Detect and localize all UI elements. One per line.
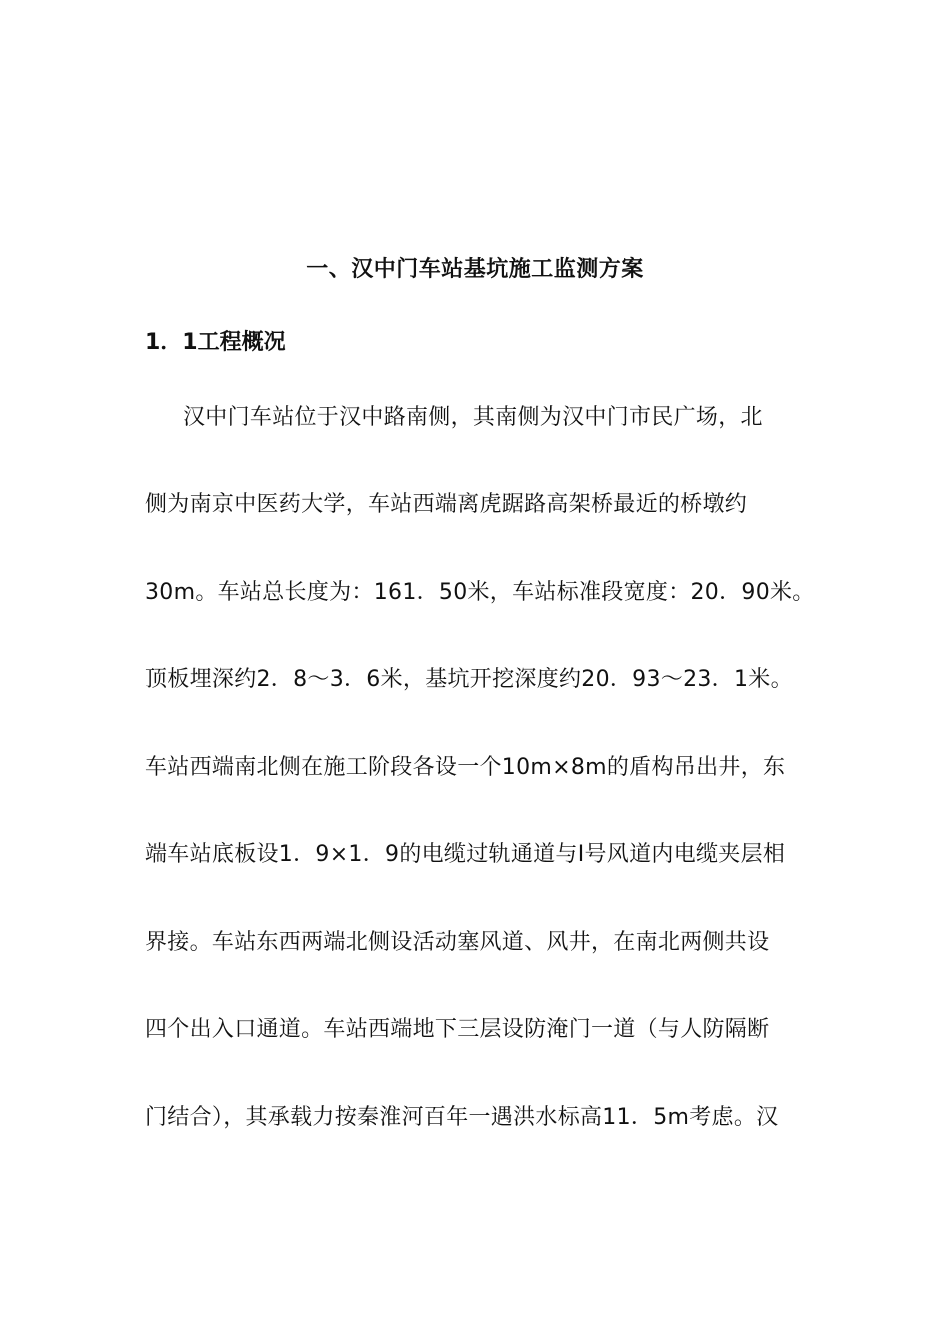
- paragraph-line: 界接。车站东西两端北侧设活动塞风道、风井，在南北两侧共设: [145, 930, 770, 955]
- paragraph-line: 侧为南京中医药大学，车站西端离虎踞路高架桥最近的桥墩约: [145, 492, 748, 517]
- paragraph-line: 端车站底板设1．9×1．9的电缆过轨通道与Ⅰ号风道内电缆夹层相: [145, 842, 786, 867]
- paragraph-line: 30m。车站总长度为：161．50米，车站标准段宽度：20．90米。: [145, 580, 815, 605]
- paragraph-line: 顶板埋深约2．8～3．6米，基坑开挖深度约20．93～23．1米。: [145, 667, 793, 692]
- document-title: 一、汉中门车站基坑施工监测方案: [306, 257, 644, 282]
- paragraph-line: 门结合），其承载力按秦淮河百年一遇洪水标高11．5m考虑。汉: [145, 1105, 779, 1130]
- paragraph-line: 车站西端南北侧在施工阶段各设一个10m×8m的盾构吊出井，东: [145, 755, 786, 780]
- paragraph-line: 四个出入口通道。车站西端地下三层设防淹门一道（与人防隔断: [145, 1017, 770, 1042]
- section-heading: 1．1工程概况: [145, 330, 286, 355]
- paragraph-line: 汉中门车站位于汉中路南侧，其南侧为汉中门市民广场，北: [183, 405, 763, 430]
